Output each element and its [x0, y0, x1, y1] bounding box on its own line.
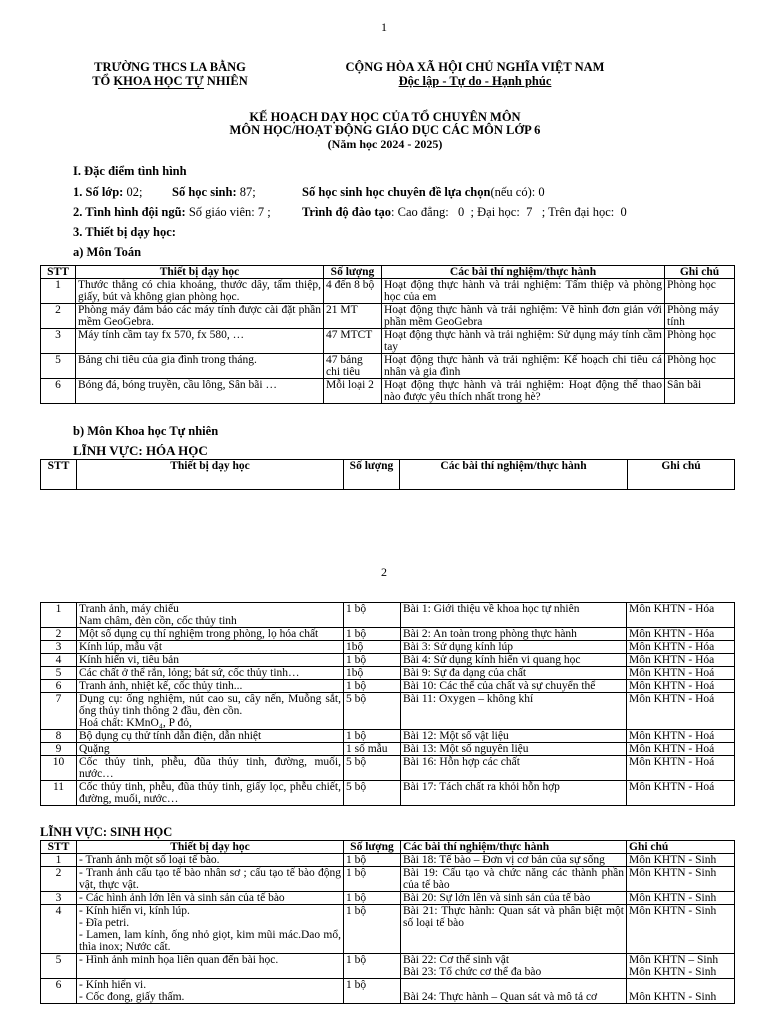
col-header-quantity: Số lượng: [344, 841, 401, 854]
cell-equipment: Tranh ảnh, nhiệt kế, cốc thủy tinh...: [77, 680, 344, 693]
cell-equipment: Bảng chi tiêu của gia đình trong tháng.: [76, 354, 324, 379]
bio-equipment-table: [40, 840, 735, 1004]
cell-note: Môn KHTN - Sinh: [627, 867, 735, 892]
page-number: 1: [381, 20, 387, 34]
cell-note: Môn KHTN - Hóa: [627, 641, 735, 654]
students-label: Số học sinh:: [172, 185, 237, 199]
cell-stt: 9: [41, 743, 77, 756]
elective-info: [302, 185, 545, 200]
school-name: TRƯỜNG THCS LA BẰNG: [94, 60, 246, 74]
table-row: [41, 680, 735, 693]
motto: Độc lập - Tự do - Hạnh phúc: [398, 74, 552, 88]
cell-note: Sân bãi: [665, 379, 735, 404]
cell-note: Môn KHTN - Hoá: [627, 680, 735, 693]
cell-practice: Bài 17: Tách chất ra khỏi hỗn hợp: [401, 781, 627, 806]
cell-note: Môn KHTN - Hóa: [627, 654, 735, 667]
cell-quantity: 47 MTCT: [324, 329, 382, 354]
table-row: [41, 667, 735, 680]
cell-note: Môn KHTN - Sinh: [627, 854, 735, 867]
cell-stt: 2: [41, 867, 77, 892]
nation-title: CỘNG HÒA XÃ HỘI CHỦ NGHĨA VIỆT NAM: [345, 60, 605, 74]
cell-equipment: Kính lúp, mẫu vật: [77, 641, 344, 654]
cell-equipment: - Kính hiển vi, kính lúp. - Đĩa petri. - Lamen, lam kính, ống nhỏ giọt, kim mũi mác.Dao mổ, thìa inox; Nước cất.: [77, 905, 344, 954]
section-3-heading: 3. Thiết bị dạy học:: [73, 225, 176, 239]
table-row: [41, 279, 735, 304]
cell-note: Phòng học: [665, 279, 735, 304]
cell-stt: 6: [41, 979, 77, 1004]
cell-note: Môn KHTN - Hóa: [627, 603, 735, 628]
cell-equipment: - Hình ảnh minh họa liên quan đến bài học.: [77, 954, 344, 979]
chem-equipment-table: [40, 602, 735, 806]
cell-stt: 1: [41, 603, 77, 628]
cell-note: Phòng học: [665, 354, 735, 379]
cell-note: Môn KHTN - Hoá: [627, 781, 735, 806]
students-value: 87;: [239, 185, 256, 199]
table-row: [41, 730, 735, 743]
teachers-value: 7 ;: [257, 205, 271, 219]
cell-quantity: 47 bảng chi tiêu: [324, 354, 382, 379]
cell-stt: 2: [41, 628, 77, 641]
students-info: [172, 185, 256, 200]
cell-quantity: 4 đến 8 bộ: [324, 279, 382, 304]
cell-practice: Bài 16: Hỗn hợp các chất: [401, 756, 627, 781]
subsection-science: b) Môn Khoa học Tự nhiên: [73, 424, 219, 438]
cell-stt: 7: [41, 693, 77, 730]
col-header-stt: STT: [41, 266, 76, 279]
cell-equipment: Cốc thủy tinh, phễu, đũa thủy tinh, giấy lọc, phễu chiết, đường, muối, nước…: [77, 781, 344, 806]
cell-stt: 4: [41, 654, 77, 667]
cell-quantity: Mỗi loại 2: [324, 379, 382, 404]
cell-quantity: 5 bộ: [344, 756, 401, 781]
col-header-practice: Các bài thí nghiệm/thực hành: [400, 460, 628, 490]
level-value: : Cao đẳng: 0 ; Đại học: 7 ; Trên đại học: 0: [391, 205, 627, 219]
col-header-stt: STT: [41, 460, 77, 490]
cell-practice: Bài 3: Sử dụng kính lúp: [401, 641, 627, 654]
cell-stt: 2: [41, 304, 76, 329]
elective-label: Số học sinh học chuyên đề lựa chọn: [302, 185, 491, 199]
cell-note: Phòng máy tính: [665, 304, 735, 329]
cell-practice: Hoạt động thực hành và trải nghiệm: Kế hoạch chi tiêu cá nhân và gia đình: [382, 354, 665, 379]
cell-equipment: Bộ dụng cụ thử tính dẫn điện, dẫn nhiệt: [77, 730, 344, 743]
col-header-note: Ghi chú: [627, 841, 735, 854]
chem-table-header: [40, 459, 735, 490]
cell-stt: 3: [41, 329, 76, 354]
cell-quantity: 1 bộ: [344, 603, 401, 628]
table-row: [41, 379, 735, 404]
col-header-equipment: Thiết bị dạy học: [76, 266, 324, 279]
classes-value: 02;: [126, 185, 143, 199]
table-row: [41, 603, 735, 628]
cell-practice: Hoạt động thực hành và trải nghiệm: Hoạt động thể thao nào được yêu thích nhất trong hè?: [382, 379, 665, 404]
field-chemistry-heading: LĨNH VỰC: HÓA HỌC: [73, 443, 208, 458]
table-row: [41, 979, 735, 1004]
math-equipment-table: [40, 265, 735, 404]
page-number: 2: [381, 565, 387, 579]
cell-stt: 1: [41, 854, 77, 867]
cell-stt: 4: [41, 905, 77, 954]
cell-quantity: 5 bộ: [344, 781, 401, 806]
col-header-equipment: Thiết bị dạy học: [77, 841, 344, 854]
cell-quantity: 1 bộ: [344, 730, 401, 743]
cell-note: Môn KHTN - Hoá: [627, 693, 735, 730]
cell-practice: Hoạt động thực hành và trải nghiệm: Tấm thiệp và phòng học của em: [382, 279, 665, 304]
cell-quantity: 1 bộ: [344, 680, 401, 693]
table-header-row: [41, 460, 735, 490]
cell-stt: 6: [41, 680, 77, 693]
cell-stt: 6: [41, 379, 76, 404]
department-underline: [118, 88, 204, 89]
cell-practice: Bài 20: Sự lớn lên và sinh sản của tế bào: [401, 892, 627, 905]
cell-stt: 11: [41, 781, 77, 806]
table-row: [41, 304, 735, 329]
table-row: [41, 892, 735, 905]
col-header-note: Ghi chú: [665, 266, 735, 279]
cell-quantity: 1 bộ: [344, 979, 401, 1004]
cell-quantity: 1bộ: [344, 641, 401, 654]
cell-note: Môn KHTN – Sinh Môn KHTN - Sinh: [627, 954, 735, 979]
cell-equipment: Một số dụng cụ thí nghiệm trong phòng, lọ hóa chất: [77, 628, 344, 641]
cell-equipment: - Tranh ảnh một số loại tế bào.: [77, 854, 344, 867]
cell-equipment: - Các hình ảnh lớn lên và sinh sản của tế bào: [77, 892, 344, 905]
cell-practice: Bài 9: Sự đa dạng của chất: [401, 667, 627, 680]
cell-practice: Bài 21: Thực hành: Quan sát và phân biệt một số loại tế bào: [401, 905, 627, 954]
table-row: [41, 654, 735, 667]
cell-stt: 5: [41, 667, 77, 680]
cell-equipment: Các chất ở thể rắn, lỏng; bát sứ, cốc thủy tinh…: [77, 667, 344, 680]
cell-stt: 5: [41, 954, 77, 979]
classes-label: 1. Số lớp:: [73, 185, 124, 199]
cell-note: Môn KHTN - Hoá: [627, 743, 735, 756]
cell-equipment: - Tranh ảnh cấu tạo tế bào nhân sơ ; cấu tạo tế bào động vật, thực vật.: [77, 867, 344, 892]
cell-note: Phòng học: [665, 329, 735, 354]
cell-note: Môn KHTN - Hóa: [627, 628, 735, 641]
subsection-math: a) Môn Toán: [73, 245, 142, 259]
table-row: [41, 854, 735, 867]
cell-quantity: 1 bộ: [344, 654, 401, 667]
cell-stt: 3: [41, 892, 77, 905]
table-row: [41, 354, 735, 379]
table-header-row: [41, 841, 735, 854]
cell-practice: Bài 2: An toàn trong phòng thực hành: [401, 628, 627, 641]
table-row: [41, 905, 735, 954]
cell-practice: Bài 11: Oxygen – không khí: [401, 693, 627, 730]
cell-stt: 10: [41, 756, 77, 781]
table-row: [41, 329, 735, 354]
cell-quantity: 5 bộ: [344, 693, 401, 730]
cell-quantity: 21 MT: [324, 304, 382, 329]
cell-quantity: 1 bộ: [344, 905, 401, 954]
col-header-quantity: Số lượng: [324, 266, 382, 279]
cell-note: Môn KHTN - Sinh: [627, 892, 735, 905]
cell-note: Môn KHTN - Hoá: [627, 756, 735, 781]
cell-quantity: 1 bộ: [344, 867, 401, 892]
table-row: [41, 756, 735, 781]
cell-practice: Bài 19: Cấu tạo và chức năng các thành phần của tế bào: [401, 867, 627, 892]
cell-stt: 3: [41, 641, 77, 654]
cell-quantity: 1 bộ: [344, 892, 401, 905]
table-row: [41, 743, 735, 756]
cell-practice: Bài 22: Cơ thể sinh vật Bài 23: Tổ chức cơ thể đa bào: [401, 954, 627, 979]
cell-stt: 1: [41, 279, 76, 304]
info-line-1: [73, 185, 142, 200]
cell-quantity: 1 bộ: [344, 954, 401, 979]
cell-stt: 5: [41, 354, 76, 379]
cell-equipment: Thước thẳng có chia khoảng, thước dây, tấm thiệp, giấy, bút và không gian phòng học.: [76, 279, 324, 304]
cell-practice: Bài 4: Sử dụng kính hiển vi quang học: [401, 654, 627, 667]
cell-practice: Hoạt động thực hành và trải nghiệm: Vẽ hình đơn giản với phần mềm GeoGebra: [382, 304, 665, 329]
col-header-practice: Các bài thí nghiệm/thực hành: [382, 266, 665, 279]
department-name: TỔ KHOA HỌC TỰ NHIÊN: [92, 74, 248, 88]
info-line-2: [73, 205, 271, 220]
cell-practice: Bài 10: Các thể của chất và sự chuyển thể: [401, 680, 627, 693]
elective-value: (nếu có): 0: [490, 185, 545, 199]
staff-label: 2. Tình hình đội ngũ:: [73, 205, 186, 219]
cell-practice: Hoạt động thực hành và trải nghiệm: Sử dụng máy tính cầm tay: [382, 329, 665, 354]
table-row: [41, 781, 735, 806]
cell-equipment: Kính hiển vi, tiêu bản: [77, 654, 344, 667]
table-row: [41, 954, 735, 979]
training-level-info: [302, 205, 627, 220]
cell-equipment: Phòng máy đảm bảo các máy tính được cài đặt phần mềm GeoGebra.: [76, 304, 324, 329]
cell-equipment: Quặng: [77, 743, 344, 756]
table-row: [41, 641, 735, 654]
doc-title-2: MÔN HỌC/HOẠT ĐỘNG GIÁO DỤC CÁC MÔN LỚP 6: [229, 123, 541, 137]
table-header-row: [41, 266, 735, 279]
cell-practice: Bài 24: Thực hành – Quan sát và mô tả cơ: [401, 979, 627, 1004]
doc-title-1: KẾ HOẠCH DẠY HỌC CỦA TỔ CHUYÊN MÔN: [249, 110, 521, 124]
table-row: [41, 867, 735, 892]
field-biology-heading: LĨNH VỰC: SINH HỌC: [40, 825, 173, 839]
cell-quantity: 1 bộ: [344, 628, 401, 641]
cell-equipment: - Kính hiển vi. - Cốc đong, giấy thấm.: [77, 979, 344, 1004]
cell-note: Môn KHTN - Sinh: [627, 905, 735, 954]
section-1-heading: I. Đặc điểm tình hình: [73, 164, 187, 178]
col-header-practice: Các bài thí nghiệm/thực hành: [401, 841, 627, 854]
teachers-label: Số giáo viên:: [188, 205, 255, 219]
cell-equipment: Bóng đá, bóng truyền, cầu lông, Sân bãi …: [76, 379, 324, 404]
col-header-equipment: Thiết bị dạy học: [77, 460, 344, 490]
cell-equipment: Dụng cụ: ống nghiệm, nút cao su, cây nến, Muỗng sắt, ống thủy tinh thông 2 đầu, đèn cồn. Hoá chất: KMnO₄, P đỏ,: [77, 693, 344, 730]
cell-note: Môn KHTN - Sinh: [627, 979, 735, 1004]
cell-note: Môn KHTN - Hoá: [627, 730, 735, 743]
col-header-note: Ghi chú: [628, 460, 735, 490]
cell-practice: Bài 12: Một số vật liệu: [401, 730, 627, 743]
cell-practice: Bài 13: Một số nguyên liệu: [401, 743, 627, 756]
cell-practice: Bài 1: Giới thiệu về khoa học tự nhiên: [401, 603, 627, 628]
cell-note: Môn KHTN - Hoá: [627, 667, 735, 680]
cell-quantity: 1bộ: [344, 667, 401, 680]
doc-title-3: (Năm học 2024 - 2025): [327, 137, 443, 151]
cell-equipment: Cốc thủy tinh, phễu, đũa thủy tinh, đường, muối, nước…: [77, 756, 344, 781]
cell-equipment: Máy tính cầm tay fx 570, fx 580, …: [76, 329, 324, 354]
col-header-stt: STT: [41, 841, 77, 854]
table-row: [41, 693, 735, 730]
level-label: Trình độ đào tạo: [302, 205, 392, 219]
cell-equipment: Tranh ảnh, máy chiếu Nam châm, đèn cồn, cốc thủy tinh: [77, 603, 344, 628]
table-row: [41, 628, 735, 641]
col-header-quantity: Số lượng: [344, 460, 400, 490]
cell-stt: 8: [41, 730, 77, 743]
cell-quantity: 1 số mẫu: [344, 743, 401, 756]
cell-quantity: 1 bộ: [344, 854, 401, 867]
cell-practice: Bài 18: Tế bào – Đơn vị cơ bản của sự sống: [401, 854, 627, 867]
